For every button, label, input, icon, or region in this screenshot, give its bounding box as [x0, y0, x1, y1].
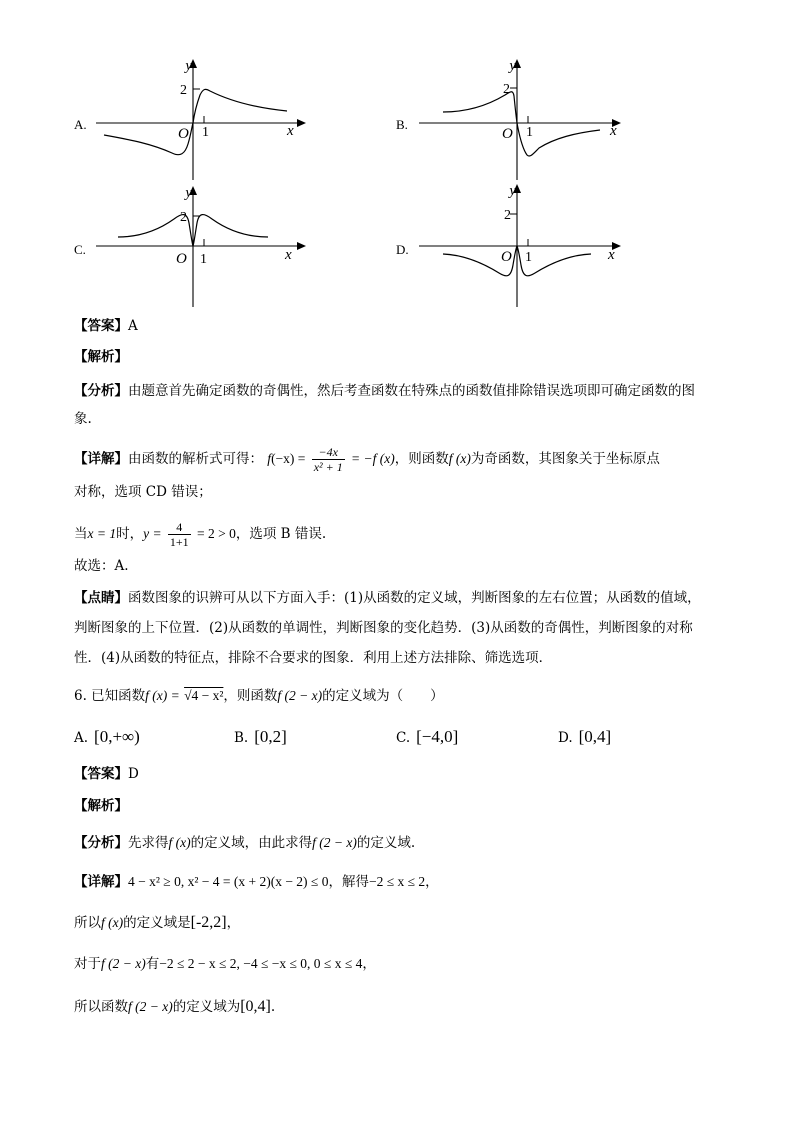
q6-stem: 6. 已知函数f (x) = √4 − x²，则函数f (2 − x)的定义域为（ ） [74, 688, 444, 704]
q6-fenxi: 【分析】先求得f (x)的定义域，由此求得f (2 − x)的定义域. [74, 835, 416, 851]
x-axis-label: x [610, 123, 617, 139]
y-axis-label: y [185, 185, 192, 201]
curve-b [443, 92, 600, 156]
tick-one-label: 1 [525, 250, 532, 265]
tick-two-label: 2 [504, 208, 511, 223]
x-axis-label: x [608, 247, 615, 263]
q5-dianjing-line-2: 判断图象的上下位置．(2)从函数的单调性，判断图象的变化趋势．(3)从函数的奇偶性，判断图象的对称 [74, 620, 693, 636]
q5-dianjing-line-3: 性．(4)从函数的特征点，排除不合要求的图象．利用上述方法排除、筛选选项． [74, 650, 553, 666]
graph-c [92, 183, 307, 308]
q6-option-c: C. [−4,0] [396, 727, 459, 746]
q6-line-4: 所以函数f (2 − x)的定义域为[0,4]. [74, 998, 276, 1015]
y-axis-label: y [509, 183, 516, 199]
tick-two-label: 2 [180, 83, 187, 98]
q5-fenxi-line-2: 象. [74, 411, 92, 427]
option-c-label: C. [74, 242, 86, 257]
q5-xiangjie-line-1: 【详解】由函数的解析式可得： f(−x) = $\frac{-4x}{\text{x² + 1}}$ = −f (x)，则函数f (x)为奇函数，其图象关于坐标原点 [74, 445, 660, 474]
tick-two-label: 2 [180, 210, 187, 225]
y-axis-label: y [509, 58, 516, 74]
tick-one-label: 1 [200, 252, 207, 267]
fraction-4-over-2: $\frac{4}{1+1}$ [169, 520, 189, 549]
origin-label: O [502, 126, 513, 142]
q5-xiangjie-line-2: 对称，选项 CD 错误； [74, 484, 212, 500]
q5-xiangjie-line-3: 当x = 1时，y = $\frac{4}{1+1}$ = 2 > 0，选项 B 错误. [74, 520, 327, 549]
fraction-neg4x: $\frac{-4x}{\text{x² + 1}}$ [313, 445, 343, 474]
origin-label: O [176, 251, 187, 267]
q5-analysis-tag: 【解析】 [74, 349, 128, 365]
tick-one-label: 1 [526, 125, 533, 140]
x-axis-label: x [285, 247, 292, 263]
curve-a [104, 89, 287, 154]
option-a-label: A. [74, 117, 87, 132]
q5-answer: 【答案】A [74, 318, 138, 334]
option-b-label: B. [396, 117, 408, 132]
tick-one-label: 1 [202, 125, 209, 140]
q6-answer: 【答案】D [74, 766, 139, 782]
option-d-label: D. [396, 242, 409, 257]
q5-dianjing-line-1: 【点睛】函数图象的识辨可从以下方面入手：(1)从函数的定义域，判断图象的左右位置；从函数的值域， [74, 590, 701, 606]
graph-b [415, 58, 630, 183]
x-axis-arrow [297, 119, 306, 127]
q6-xiangjie-line-1: 【详解】4 − x² ≥ 0, x² − 4 = (x + 2)(x − 2) ≤ 0，解得−2 ≤ x ≤ 2， [74, 874, 439, 890]
y-axis-label: y [185, 58, 192, 74]
q6-option-b: B. [0,2] [234, 727, 287, 746]
q6-line-2: 所以f (x)的定义域是[-2,2]， [74, 914, 241, 931]
origin-label: O [178, 126, 189, 142]
origin-label: O [501, 249, 512, 265]
q6-option-a: A. [0,+∞) [74, 727, 140, 746]
q6-option-d: D. [0,4] [558, 727, 612, 746]
x-axis-label: x [287, 123, 294, 139]
q5-fenxi-line-1: 【分析】由题意首先确定函数的奇偶性，然后考查函数在特殊点的函数值排除错误选项即可确定函数的图 [74, 383, 695, 399]
x-axis-arrow [297, 242, 306, 250]
q6-line-3: 对于f (2 − x)有−2 ≤ 2 − x ≤ 2, −4 ≤ −x ≤ 0, 0 ≤ x ≤ 4， [74, 956, 376, 972]
graph-d [415, 183, 630, 308]
q6-analysis-tag: 【解析】 [74, 798, 128, 814]
q5-guxuan: 故选：A. [74, 558, 129, 574]
tick-two-label: 2 [503, 82, 510, 97]
graph-a [92, 58, 307, 183]
